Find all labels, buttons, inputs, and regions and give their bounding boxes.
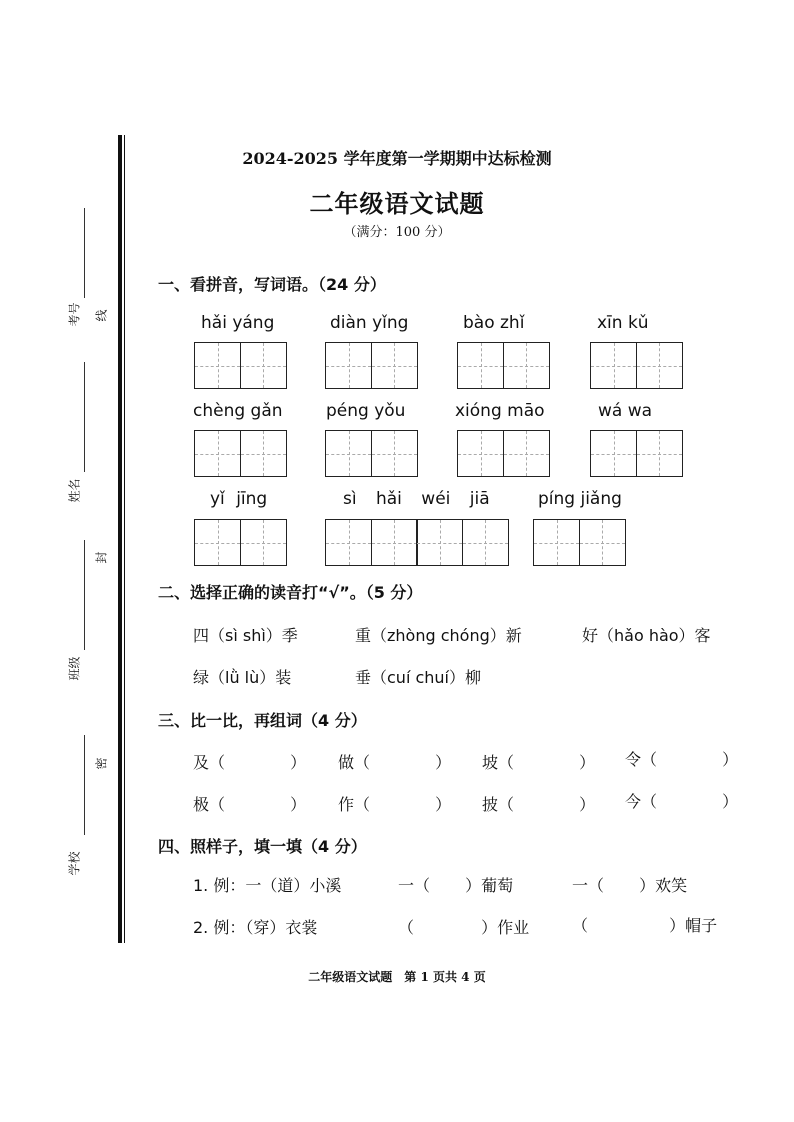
pronunciation-item-2[interactable]: 重（zhòng chóng）新 (355, 626, 522, 645)
compare-7[interactable]: 披（ ） (482, 795, 596, 814)
fill-1b[interactable]: 一（ ）欢笑 (572, 876, 688, 895)
pronunciation-item-1[interactable]: 四（sì shì）季 (193, 626, 298, 645)
write-grid-10[interactable] (325, 519, 509, 565)
pinyin-9: yǐ jīng (210, 489, 268, 509)
pinyin-10: sì hǎi wéi jiā (343, 489, 490, 509)
section4-title: 四、照样子，填一填（4 分） (158, 837, 367, 856)
fill-2a[interactable]: （ ）作业 (398, 918, 530, 937)
compare-3[interactable]: 坡（ ） (482, 753, 596, 772)
xuexiao-label: 学校 (67, 851, 82, 876)
write-grid-6[interactable] (325, 430, 418, 476)
banji-label: 班级 (67, 656, 82, 681)
example-2: 2. 例：（穿）衣裳 (193, 918, 318, 937)
xuexiao-line (84, 735, 85, 835)
write-grid-9[interactable] (194, 519, 287, 565)
binding-rule-thin (124, 135, 125, 943)
section3-title: 三、比一比，再组词（4 分） (158, 711, 367, 730)
pinyin-1: hǎi yáng (201, 313, 275, 333)
pinyin-11: píng jiǎng (538, 489, 622, 509)
full-score: （满分：100 分） (343, 225, 451, 240)
pinyin-8: wá wa (598, 401, 653, 421)
section2-title: 二、选择正确的读音打“√”。（5 分） (158, 583, 423, 602)
page-title: 二年级语文试题 (309, 189, 485, 218)
fill-2b[interactable]: （ ）帽子 (572, 916, 718, 935)
compare-5[interactable]: 极（ ） (193, 795, 307, 814)
pinyin-6: péng yǒu (326, 401, 406, 421)
pinyin-2: diàn yǐng (330, 313, 409, 333)
write-grid-1[interactable] (194, 342, 287, 388)
write-grid-3[interactable] (457, 342, 550, 388)
feng-label: 封 (94, 551, 109, 564)
banji-line (84, 540, 85, 650)
pinyin-4: xīn kǔ (597, 313, 649, 333)
compare-1[interactable]: 及（ ） (193, 753, 307, 772)
section1-title: 一、看拼音，写词语。（24 分） (158, 275, 386, 294)
compare-2[interactable]: 做（ ） (338, 753, 452, 772)
pinyin-7: xióng māo (455, 401, 545, 421)
write-grid-8[interactable] (590, 430, 683, 476)
compare-6[interactable]: 作（ ） (338, 795, 452, 814)
mi-label: 密 (94, 757, 109, 770)
pronunciation-item-3[interactable]: 好（hǎo hào）客 (582, 626, 711, 645)
write-grid-2[interactable] (325, 342, 418, 388)
write-grid-5[interactable] (194, 430, 287, 476)
xingming-line (84, 362, 85, 472)
pinyin-3: bào zhǐ (463, 313, 525, 333)
pronunciation-item-5[interactable]: 垂（cuí chuí）柳 (355, 668, 481, 687)
compare-4[interactable]: 令（ ） (625, 750, 739, 769)
xian-label: 线 (94, 309, 109, 322)
pinyin-5: chèng gǎn (193, 401, 283, 421)
xingming-label: 姓名 (67, 478, 82, 503)
example-1: 1. 例：一（道）小溪 (193, 876, 342, 895)
write-grid-7[interactable] (457, 430, 550, 476)
fill-1a[interactable]: 一（ ）葡萄 (398, 876, 514, 895)
pronunciation-item-4[interactable]: 绿（lǜ lù）装 (193, 668, 292, 687)
page-footer: 二年级语文试题 第 1 页共 4 页 (308, 970, 486, 984)
kaohao-label: 考号 (67, 302, 82, 327)
exam-subtitle: 2024-2025 学年度第一学期期中达标检测 (242, 149, 552, 168)
write-grid-11[interactable] (533, 519, 626, 565)
write-grid-4[interactable] (590, 342, 683, 388)
binding-rule-thick (118, 135, 122, 943)
compare-8[interactable]: 今（ ） (625, 792, 739, 811)
